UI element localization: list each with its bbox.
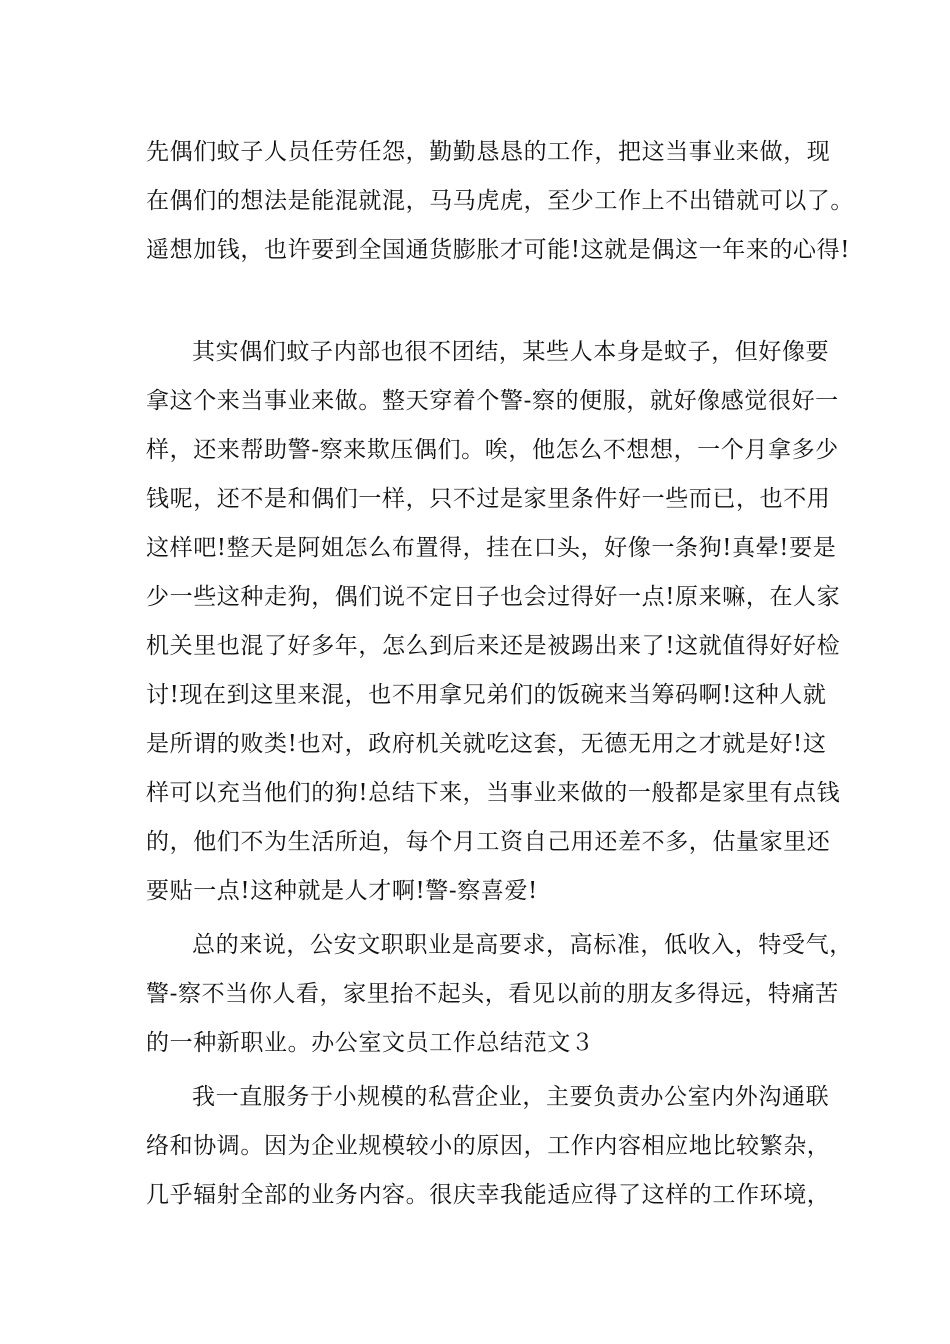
text-line: 络和协调。因为企业规模较小的原因，工作内容相应地比较繁杂，: [146, 1133, 831, 1159]
text-line: 要贴一点!这种就是人才啊!警-察喜爱!: [146, 878, 538, 904]
text-line: 拿这个来当事业来做。整天穿着个警-察的便服，就好像感觉很好一: [146, 388, 839, 414]
text-line: 遥想加钱，也许要到全国通货膨胀才可能!这就是偶这一年来的心得!: [146, 237, 851, 263]
text-line: 总的来说，公安文职职业是高要求，高标准，低收入，特受气，: [192, 932, 853, 958]
text-line: 样可以充当他们的狗!总结下来，当事业来做的一般都是家里有点钱: [146, 780, 841, 806]
text-line: 先偶们蚊子人员任劳任怨，勤勤恳恳的工作，把这当事业来做，现: [146, 139, 831, 165]
text-line: 样，还来帮助警-察来欺压偶们。唉，他怎么不想想，一个月拿多少: [146, 437, 839, 463]
text-line: 在偶们的想法是能混就混，马马虎虎，至少工作上不出错就可以了。: [146, 188, 854, 214]
text-line: 是所谓的败类!也对，政府机关就吃这套，无德无用之才就是好!这: [146, 731, 827, 757]
text-line: 机关里也混了好多年，怎么到后来还是被踢出来了!这就值得好好检: [146, 633, 841, 659]
text-line: 警-察不当你人看，家里抬不起头，看见以前的朋友多得远，特痛苦: [146, 981, 839, 1007]
text-line: 我一直服务于小规模的私营企业，主要负责办公室内外沟通联: [192, 1084, 830, 1110]
text-line: 这样吧!整天是阿姐怎么布置得，挂在口头，好像一条狗!真晕!要是: [146, 535, 837, 561]
text-line: 的一种新职业。办公室文员工作总结范文３: [146, 1030, 595, 1056]
text-line: 讨!现在到这里来混，也不用拿兄弟们的饭碗来当筹码啊!这种人就: [146, 682, 827, 708]
text-line: 几乎辐射全部的业务内容。很庆幸我能适应得了这样的工作环境，: [146, 1182, 831, 1208]
text-line: 钱呢，还不是和偶们一样，只不过是家里条件好一些而已，也不用: [146, 486, 831, 512]
text-line: 少一些这种走狗，偶们说不定日子也会过得好一点!原来嘛，在人家: [146, 584, 841, 610]
text-line: 其实偶们蚊子内部也很不团结，某些人本身是蚊子，但好像要: [192, 339, 830, 365]
text-line: 的，他们不为生活所迫，每个月工资自己用还差不多，估量家里还: [146, 829, 831, 855]
